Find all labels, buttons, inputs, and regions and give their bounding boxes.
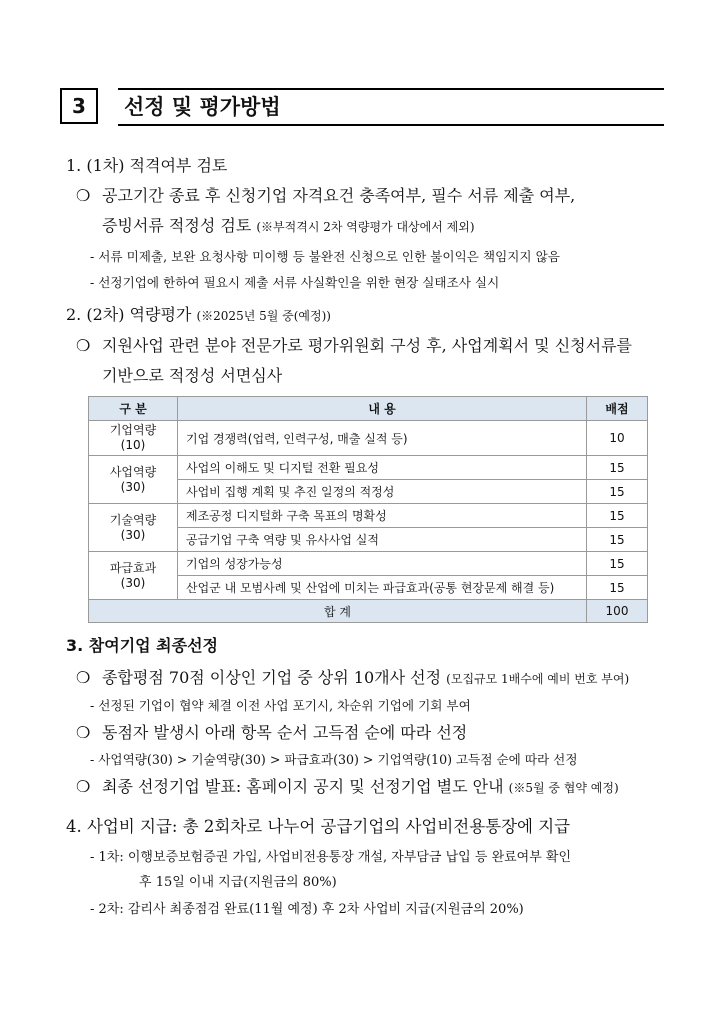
s4-heading: 4. 사업비 지급: 총 2회차로 나누어 공급기업의 사업비전용통장에 지급 xyxy=(66,817,571,836)
s3-heading: 3. 참여기업 최종선정 xyxy=(66,636,218,655)
s2-heading-note: (※2025년 5월 중(예정)) xyxy=(196,309,331,323)
s3-b2-dash: - 사업역량(30) > 기술역량(30) > 파급효과(30) > 기업역량(10) 고득점 순에 따라 선정 xyxy=(90,752,578,767)
s3-b1-dash: - 선정된 기업이 협약 체결 이전 사업 포기시, 차순위 기업에 기회 부여 xyxy=(90,698,471,713)
table-row xyxy=(89,456,648,480)
s2-heading: 2. (2차) 역량평가 xyxy=(66,305,192,324)
content-cell: 사업의 이해도 및 디지털 전환 필요성 xyxy=(178,456,587,480)
bullet-mark: ❍ xyxy=(76,777,91,796)
s1-bullet xyxy=(76,183,575,206)
category-points: (30) xyxy=(120,527,146,542)
s1-bullet-note: (※부적격시 2차 역량평가 대상에서 제외) xyxy=(256,220,475,234)
s3-b1: 종합평점 70점 이상인 기업 중 상위 10개사 선정 xyxy=(102,668,442,687)
table-row xyxy=(89,504,648,528)
category-points: (10) xyxy=(120,438,146,452)
category-cell xyxy=(89,504,178,552)
category-cell xyxy=(89,552,178,600)
s3-b3-note: (※5월 중 협약 예정) xyxy=(508,781,619,795)
s3-b2: 동점자 발생시 아래 항목 순서 고득점 순에 따라 선정 xyxy=(102,723,468,742)
s4-dash1-line1: - 1차: 이행보증보험증권 가입, 사업비전용통장 개설, 자부담금 납입 등 완료여부 확인 xyxy=(90,850,572,865)
table-row xyxy=(89,421,648,456)
s4-dash2: - 2차: 감리사 최종점검 완료(11월 예정) 후 2차 사업비 지급(지원금의 20%) xyxy=(90,902,524,917)
category-cell xyxy=(89,456,178,504)
bullet-mark: ❍ xyxy=(76,186,91,205)
s3-b1-note: (모집규모 1배수에 예비 번호 부여) xyxy=(446,672,630,686)
bullet-mark: ❍ xyxy=(76,723,91,742)
category-name: 기업역량 xyxy=(109,423,157,437)
s3-bullet3 xyxy=(76,774,619,797)
s1-bullet-line2: 증빙서류 적정성 검토 xyxy=(102,216,252,235)
s1-bullet-cont xyxy=(102,213,475,236)
s1-dash1: - 서류 미제출, 보완 요청사항 미이행 등 불완전 신청으로 인한 불이익은 책임지지 않음 xyxy=(90,249,560,264)
content-cell: 사업비 집행 계획 및 추진 일정의 적정성 xyxy=(178,480,587,504)
s3-bullet1 xyxy=(76,665,629,688)
content-cell: 기업의 성장가능성 xyxy=(178,552,587,576)
score-cell: 15 xyxy=(587,504,648,528)
category-cell xyxy=(89,421,178,456)
score-cell: 15 xyxy=(587,576,648,600)
total-label: 합 계 xyxy=(89,600,587,623)
table-row xyxy=(89,552,648,576)
s2-heading-line xyxy=(66,302,331,325)
bullet-mark: ❍ xyxy=(76,336,91,355)
header-content: 내 용 xyxy=(178,397,587,421)
evaluation-table xyxy=(88,396,648,623)
header-category: 구 분 xyxy=(89,397,178,421)
s2-bullet-line1: 지원사업 관련 분야 전문가로 평가위원회 구성 후, 사업계획서 및 신청서류를 xyxy=(102,336,632,355)
category-name: 사업역량 xyxy=(109,464,157,479)
s1-dash2: - 선정기업에 한하여 필요시 제출 서류 사실확인을 위한 현장 실태조사 실시 xyxy=(90,275,500,290)
content-cell: 제조공정 디지털화 구축 목표의 명확성 xyxy=(178,504,587,528)
s2-bullet-line2: 기반으로 적정성 서면심사 xyxy=(102,366,283,385)
score-cell: 15 xyxy=(587,480,648,504)
score-cell: 10 xyxy=(587,421,648,456)
s1-bullet-line1: 공고기간 종료 후 신청기업 자격요건 충족여부, 필수 서류 제출 여부, xyxy=(102,186,576,205)
s4-dash1-line2: 후 15일 이내 지급(지원금의 80%) xyxy=(139,875,337,890)
section-header xyxy=(60,88,664,128)
content-cell: 산업군 내 모범사례 및 산업에 미치는 파급효과(공통 현장문제 해결 등) xyxy=(178,576,587,600)
category-points: (30) xyxy=(120,575,146,590)
total-score: 100 xyxy=(587,600,648,623)
header-score: 배점 xyxy=(587,397,648,421)
score-cell: 15 xyxy=(587,456,648,480)
bullet-mark: ❍ xyxy=(76,668,91,687)
s1-heading: 1. (1차) 적격여부 검토 xyxy=(66,156,228,175)
category-name: 파급효과 xyxy=(109,560,157,575)
table-header-row xyxy=(89,397,648,421)
s3-b3: 최종 선정기업 발표: 홈페이지 공지 및 선정기업 별도 안내 xyxy=(102,777,504,796)
s2-bullet xyxy=(76,333,632,356)
score-cell: 15 xyxy=(587,528,648,552)
category-name: 기술역량 xyxy=(109,512,157,527)
s3-bullet2 xyxy=(76,720,467,743)
table-total-row xyxy=(89,600,648,623)
content-cell: 공급기업 구축 역량 및 유사사업 실적 xyxy=(178,528,587,552)
section-title: 선정 및 평가방법 xyxy=(118,88,664,126)
section-number: 3 xyxy=(60,88,98,124)
score-cell: 15 xyxy=(587,552,648,576)
content-cell: 기업 경쟁력(업력, 인력구성, 매출 실적 등) xyxy=(178,421,587,456)
category-points: (30) xyxy=(120,479,146,494)
